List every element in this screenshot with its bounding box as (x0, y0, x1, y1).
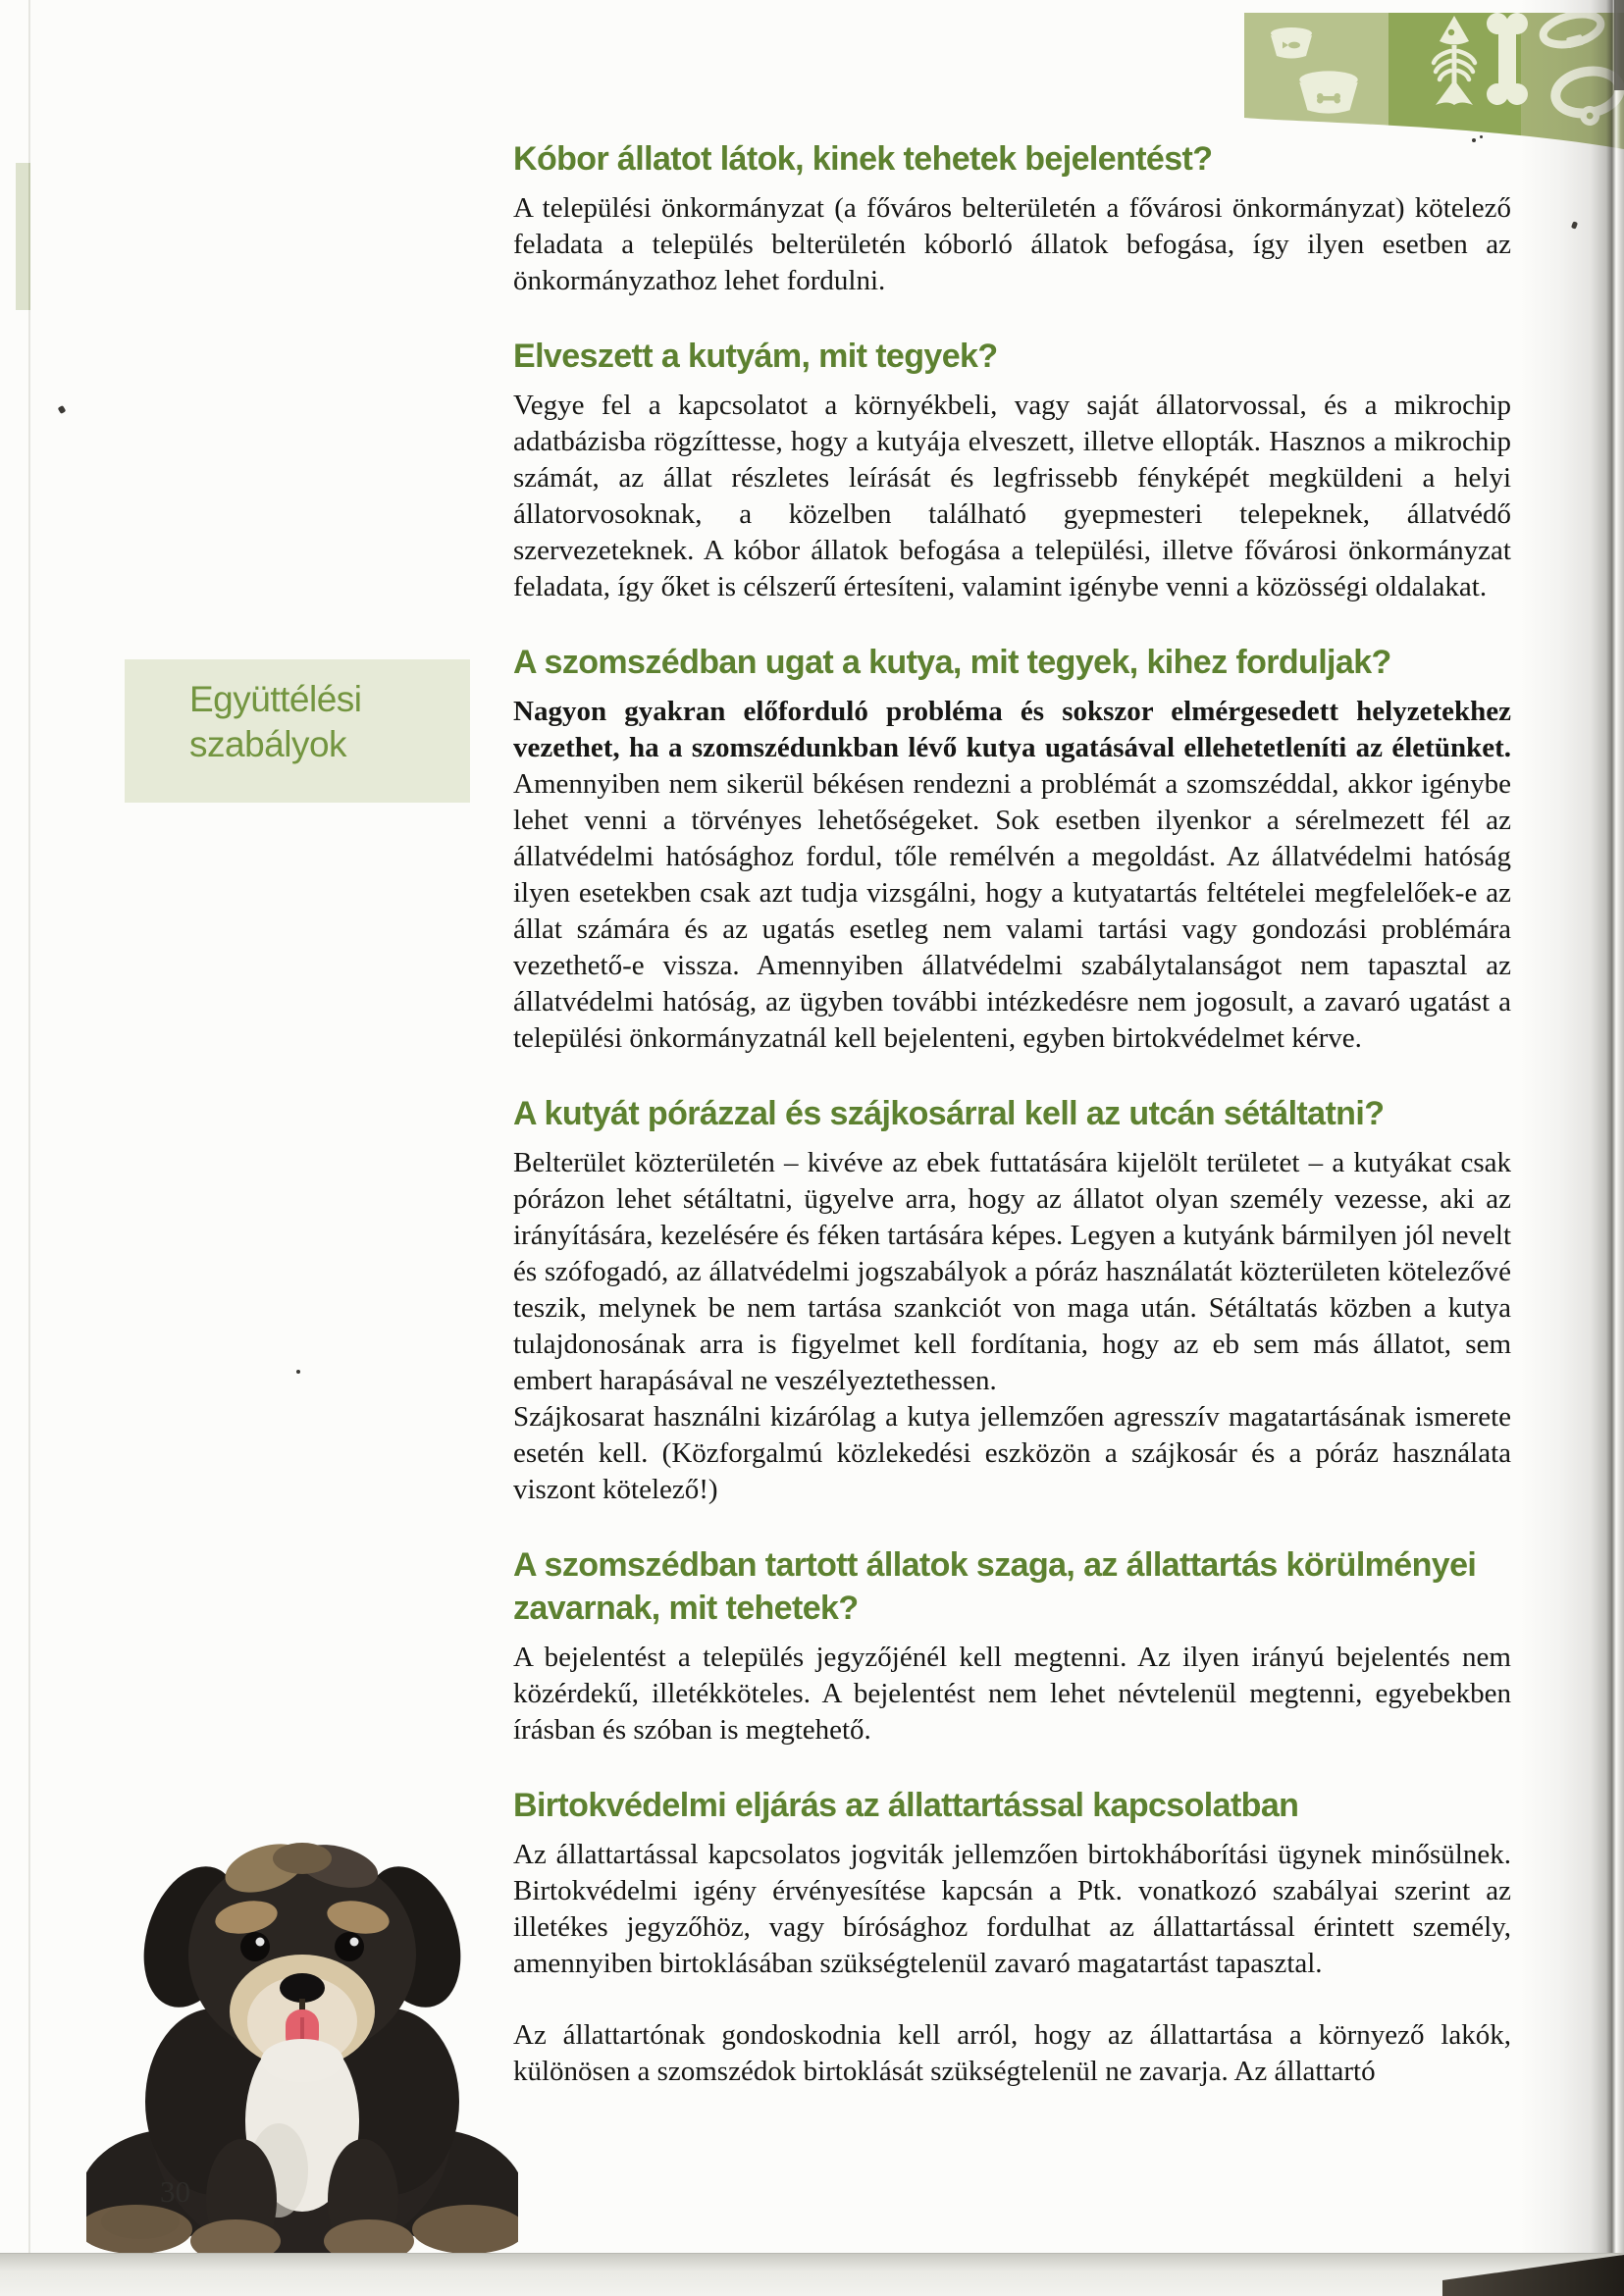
left-margin-tab (16, 163, 30, 310)
header-icon-band-graphic (1244, 0, 1624, 157)
chapter-tab-label-line2: szabályok (189, 724, 347, 764)
page-edge-dark-sliver (1614, 0, 1624, 90)
section-paragraph: Vegye fel a kapcsolatot a környékbeli, vagy saját állatorvossal, és a mikrochip adatbázisba rögzíttesse, hogy a kutyája elveszett, illetve ellopták. Hasznos a mikrochip számát, az állat részletes leírását és legfrissebb fényképét megküldeni a helyi állatorvosoknak, a közelben található gyepmesteri telepeknek, állatvédő szervezeteknek. A kóbor állatok befogása a települési, illetve fővárosi önkormányzat feladata, így őket is célszerű értesíteni, valamint igénybe venni a közösségi oldalakat. (513, 390, 1511, 602)
header-icon-band (1244, 0, 1624, 157)
section-lost-dog (513, 335, 1511, 605)
section-animal-smell (513, 1543, 1511, 1748)
chapter-tab-label (189, 677, 362, 767)
puppy-photo (86, 1807, 518, 2269)
section-paragraph: Az állattartással kapcsolatos jogviták jellemzően birtokháborítási ügynek minősülnek. Birtokvédelmi igény érvényesítése kapcsán a Ptk. vonatkozó szabályai szerint az illetékes jegyzőhöz, vagy bírósághoz fordulhat az állattartással érintett személy, amennyiben birtoklásában szükségtelenül zavaró magatartást tapasztal. (513, 1839, 1511, 1979)
section-paragraph: A települési önkormányzat (a főváros belterületén a fővárosi önkormányzat) kötelező feladata a település belterületén kóborló állatok befogása, így ilyen esetben az önkormányzathoz lehet fordulni. (513, 192, 1511, 296)
lead-bold-text: Nagyon gyakran előforduló probléma és sokszor elmérgesedett helyzetekhez vezethet, ha a szomszédunkban lévő kutya ugatásával ellehetetleníti az életünket. (513, 696, 1511, 763)
page-number: 30 (160, 2174, 190, 2209)
section-paragraph: Belterület közterületén – kivéve az ebek futtatására kijelölt területet – a kutyákat csak pórázon lehet sétáltatni, ügyelve arra, hogy az állatot olyan személy vezesse, aki az irányítására, kezelésére és féken tartására képes. Legyen a kutyánk bármilyen jól nevelt és szófogadó, az állatvédelmi jogszabályok a póráz használatát közterületen kötelezővé teszik, melynek be nem tartása szankciót von maga után. Sétáltatás közben a kutya tulajdonosának arra is figyelmet kell fordítania, hogy az eb sem más állatot, sem embert harapásával ne veszélyeztethessen. (513, 1147, 1511, 1396)
scan-speck (296, 1370, 300, 1374)
section-heading: A szomszédban tartott állatok szaga, az állattartás körülményei zavarnak, mit tehetek? (513, 1546, 1477, 1627)
closing-paragraph-block (513, 2017, 1511, 2090)
section-heading: A szomszédban ugat a kutya, mit tegyek, kihez forduljak? (513, 644, 1391, 681)
lead-rest-text: Amennyiben nem sikerül békésen rendezni a problémát a szomszéddal, akkor igénybe lehet venni a törvényes lehetőségeket. Sok esetben ilyenkor a sérelmezett fél az állatvédelmi hatósághoz fordul, tőle remélvén a megoldást. Az állatvédelmi hatóság ilyen esetekben csak azt tudja vizsgálni, hogy a kutyatartás feltételei megfelelőek-e az állat számára és az ugatás esetleg nem valami tartási vagy gondozási problémára vezethető-e vissza. Amennyiben állatvédelmi szabálytalanságot nem tapasztal az állatvédelmi hatóság, az ügyben további intézkedésre nem jogosult, a zavaró ugatást a települési önkormányzatnál kell bejelenteni, egyben birtokvédelmet kérve. (513, 768, 1511, 1054)
chapter-tab-label-line1: Együttélési (189, 679, 362, 719)
section-paragraph (513, 694, 1511, 1057)
scan-fold-line (28, 0, 30, 2253)
section-heading: Kóbor állatot látok, kinek tehetek bejelentést? (513, 140, 1213, 178)
section-barking-dog (513, 641, 1511, 1057)
closing-paragraph: Az állattartónak gondoskodnia kell arról, hogy az állattartása a környező lakók, különösen a szomszédok birtoklását szükségtelenül ne zavarja. Az állattartó (513, 2019, 1511, 2087)
scan-speck (58, 405, 67, 414)
scan-speck (1571, 221, 1578, 229)
scan-speck (1472, 138, 1476, 142)
section-stray-animals (513, 137, 1511, 299)
pet-bowl-icon (1271, 27, 1312, 59)
section-paragraph: Szájkosarat használni kizárólag a kutya jellemzően agresszív magatartásának ismerete esetén kell. (Közforgalmú közlekedési eszközön a szájkosár és a póráz használata viszont kötelező!) (513, 1401, 1511, 1505)
chapter-tab (125, 659, 470, 803)
section-heading: Birtokvédelmi eljárás az állattartással kapcsolatban (513, 1787, 1299, 1824)
section-paragraph: A bejelentést a település jegyzőjénél kell megtenni. Az ilyen irányú bejelentés nem közérdekű, illetékköteles. A bejelentést nem lehet névtelenül megtenni, egyebekben írásban és szóban is megtehető. (513, 1642, 1511, 1746)
section-possession-protection (513, 1784, 1511, 1982)
page-bottom-edge (0, 2253, 1624, 2296)
section-leash-muzzle (513, 1092, 1511, 1508)
section-heading: Elveszett a kutyám, mit tegyek? (513, 338, 998, 375)
scan-speck (1480, 135, 1483, 138)
section-heading: A kutyát pórázzal és szájkosárral kell az utcán sétáltatni? (513, 1095, 1385, 1132)
text-column (513, 137, 1511, 2090)
pet-food-bowl-icon (1299, 71, 1357, 113)
